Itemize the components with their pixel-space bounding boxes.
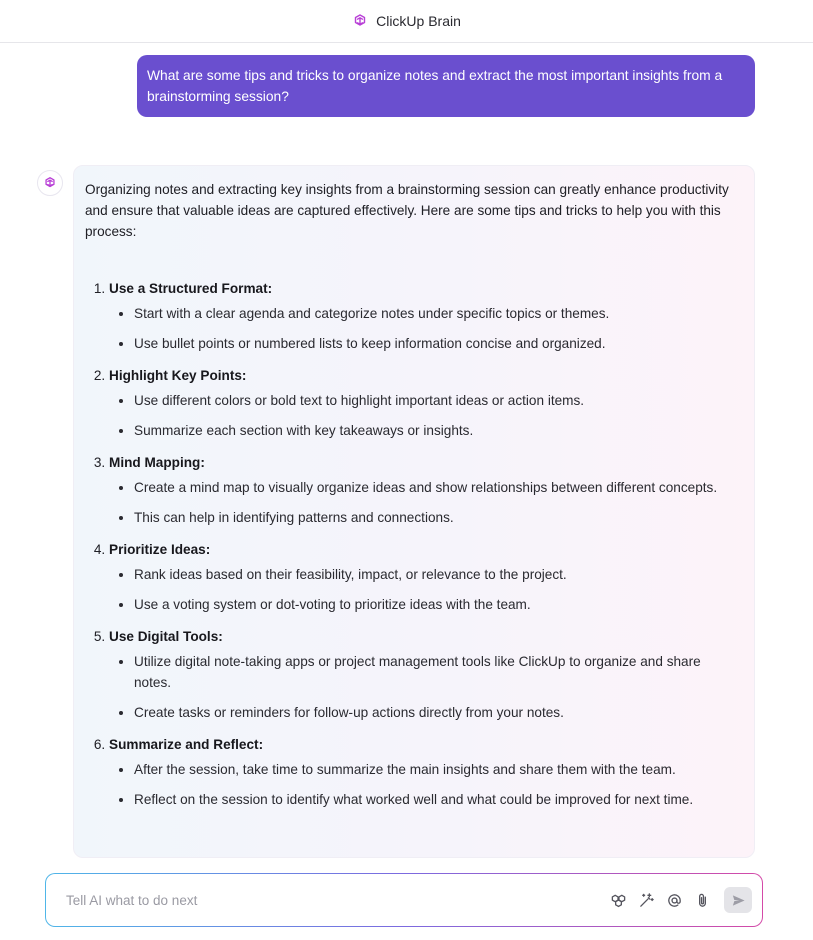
tip-point: • Summarize each section with key takeaways or insights. (134, 420, 738, 441)
chat-input-box (46, 874, 762, 926)
tips-list (85, 278, 738, 810)
tip-item (109, 539, 738, 615)
tip-points (109, 390, 738, 441)
tip-title: Highlight Key Points: (109, 368, 247, 383)
tip-item (109, 278, 738, 354)
brain-logo-icon (352, 13, 368, 29)
chat-input-container (45, 873, 763, 927)
tip-title: Prioritize Ideas: (109, 542, 211, 557)
brain-apps-icon[interactable] (608, 890, 628, 910)
tip-points (109, 303, 738, 354)
tip-points (109, 564, 738, 615)
send-icon (731, 893, 746, 908)
tip-point: • Reflect on the session to identify what worked well and what could be improved for next time. (134, 789, 738, 810)
tip-title: Mind Mapping: (109, 455, 205, 470)
tip-item (109, 734, 738, 810)
ai-response-intro: Organizing notes and extracting key insights from a brainstorming session can greatly enhance productivity and ensure that valuable ideas are captured effectively. Here are some tips and tricks to help you with this process: (85, 182, 729, 239)
tip-points (109, 477, 738, 528)
tip-point: • After the session, take time to summarize the main insights and share them with the team. (134, 759, 738, 780)
tip-item (109, 365, 738, 441)
ai-avatar (37, 170, 63, 196)
tip-point: • Start with a clear agenda and categorize notes under specific topics or themes. (134, 303, 738, 324)
tip-point: • Create tasks or reminders for follow-up actions directly from your notes. (134, 702, 738, 723)
tip-point: • Use different colors or bold text to highlight important ideas or action items. (134, 390, 738, 411)
input-toolbar (608, 887, 752, 913)
brain-avatar-icon (43, 176, 57, 190)
tip-item (109, 452, 738, 528)
ai-response-card (73, 165, 755, 858)
tip-point: • Use bullet points or numbered lists to keep information concise and organized. (134, 333, 738, 354)
sparkle-wand-icon[interactable] (636, 890, 656, 910)
tip-point: • Create a mind map to visually organize ideas and show relationships between different concepts. (134, 477, 738, 498)
tip-point: • Utilize digital note-taking apps or project management tools like ClickUp to organize and share notes. (134, 651, 738, 693)
send-button[interactable] (724, 887, 752, 913)
app-header (0, 0, 813, 43)
mention-icon[interactable] (664, 890, 684, 910)
tip-title: Summarize and Reflect: (109, 737, 264, 752)
tip-points (109, 651, 738, 723)
tip-point: • Use a voting system or dot-voting to prioritize ideas with the team. (134, 594, 738, 615)
tip-points (109, 759, 738, 810)
tip-title: Use a Structured Format: (109, 281, 273, 296)
tip-item (109, 626, 738, 723)
tip-point: • Rank ideas based on their feasibility, impact, or relevance to the project. (134, 564, 738, 585)
app-title: ClickUp Brain (376, 13, 461, 29)
attachment-icon[interactable] (692, 890, 712, 910)
user-message-bubble: What are some tips and tricks to organize notes and extract the most important insights from a brainstorming session? (137, 55, 755, 117)
tip-title: Use Digital Tools: (109, 629, 223, 644)
tip-point: • This can help in identifying patterns and connections. (134, 507, 738, 528)
chat-input[interactable] (64, 892, 608, 909)
